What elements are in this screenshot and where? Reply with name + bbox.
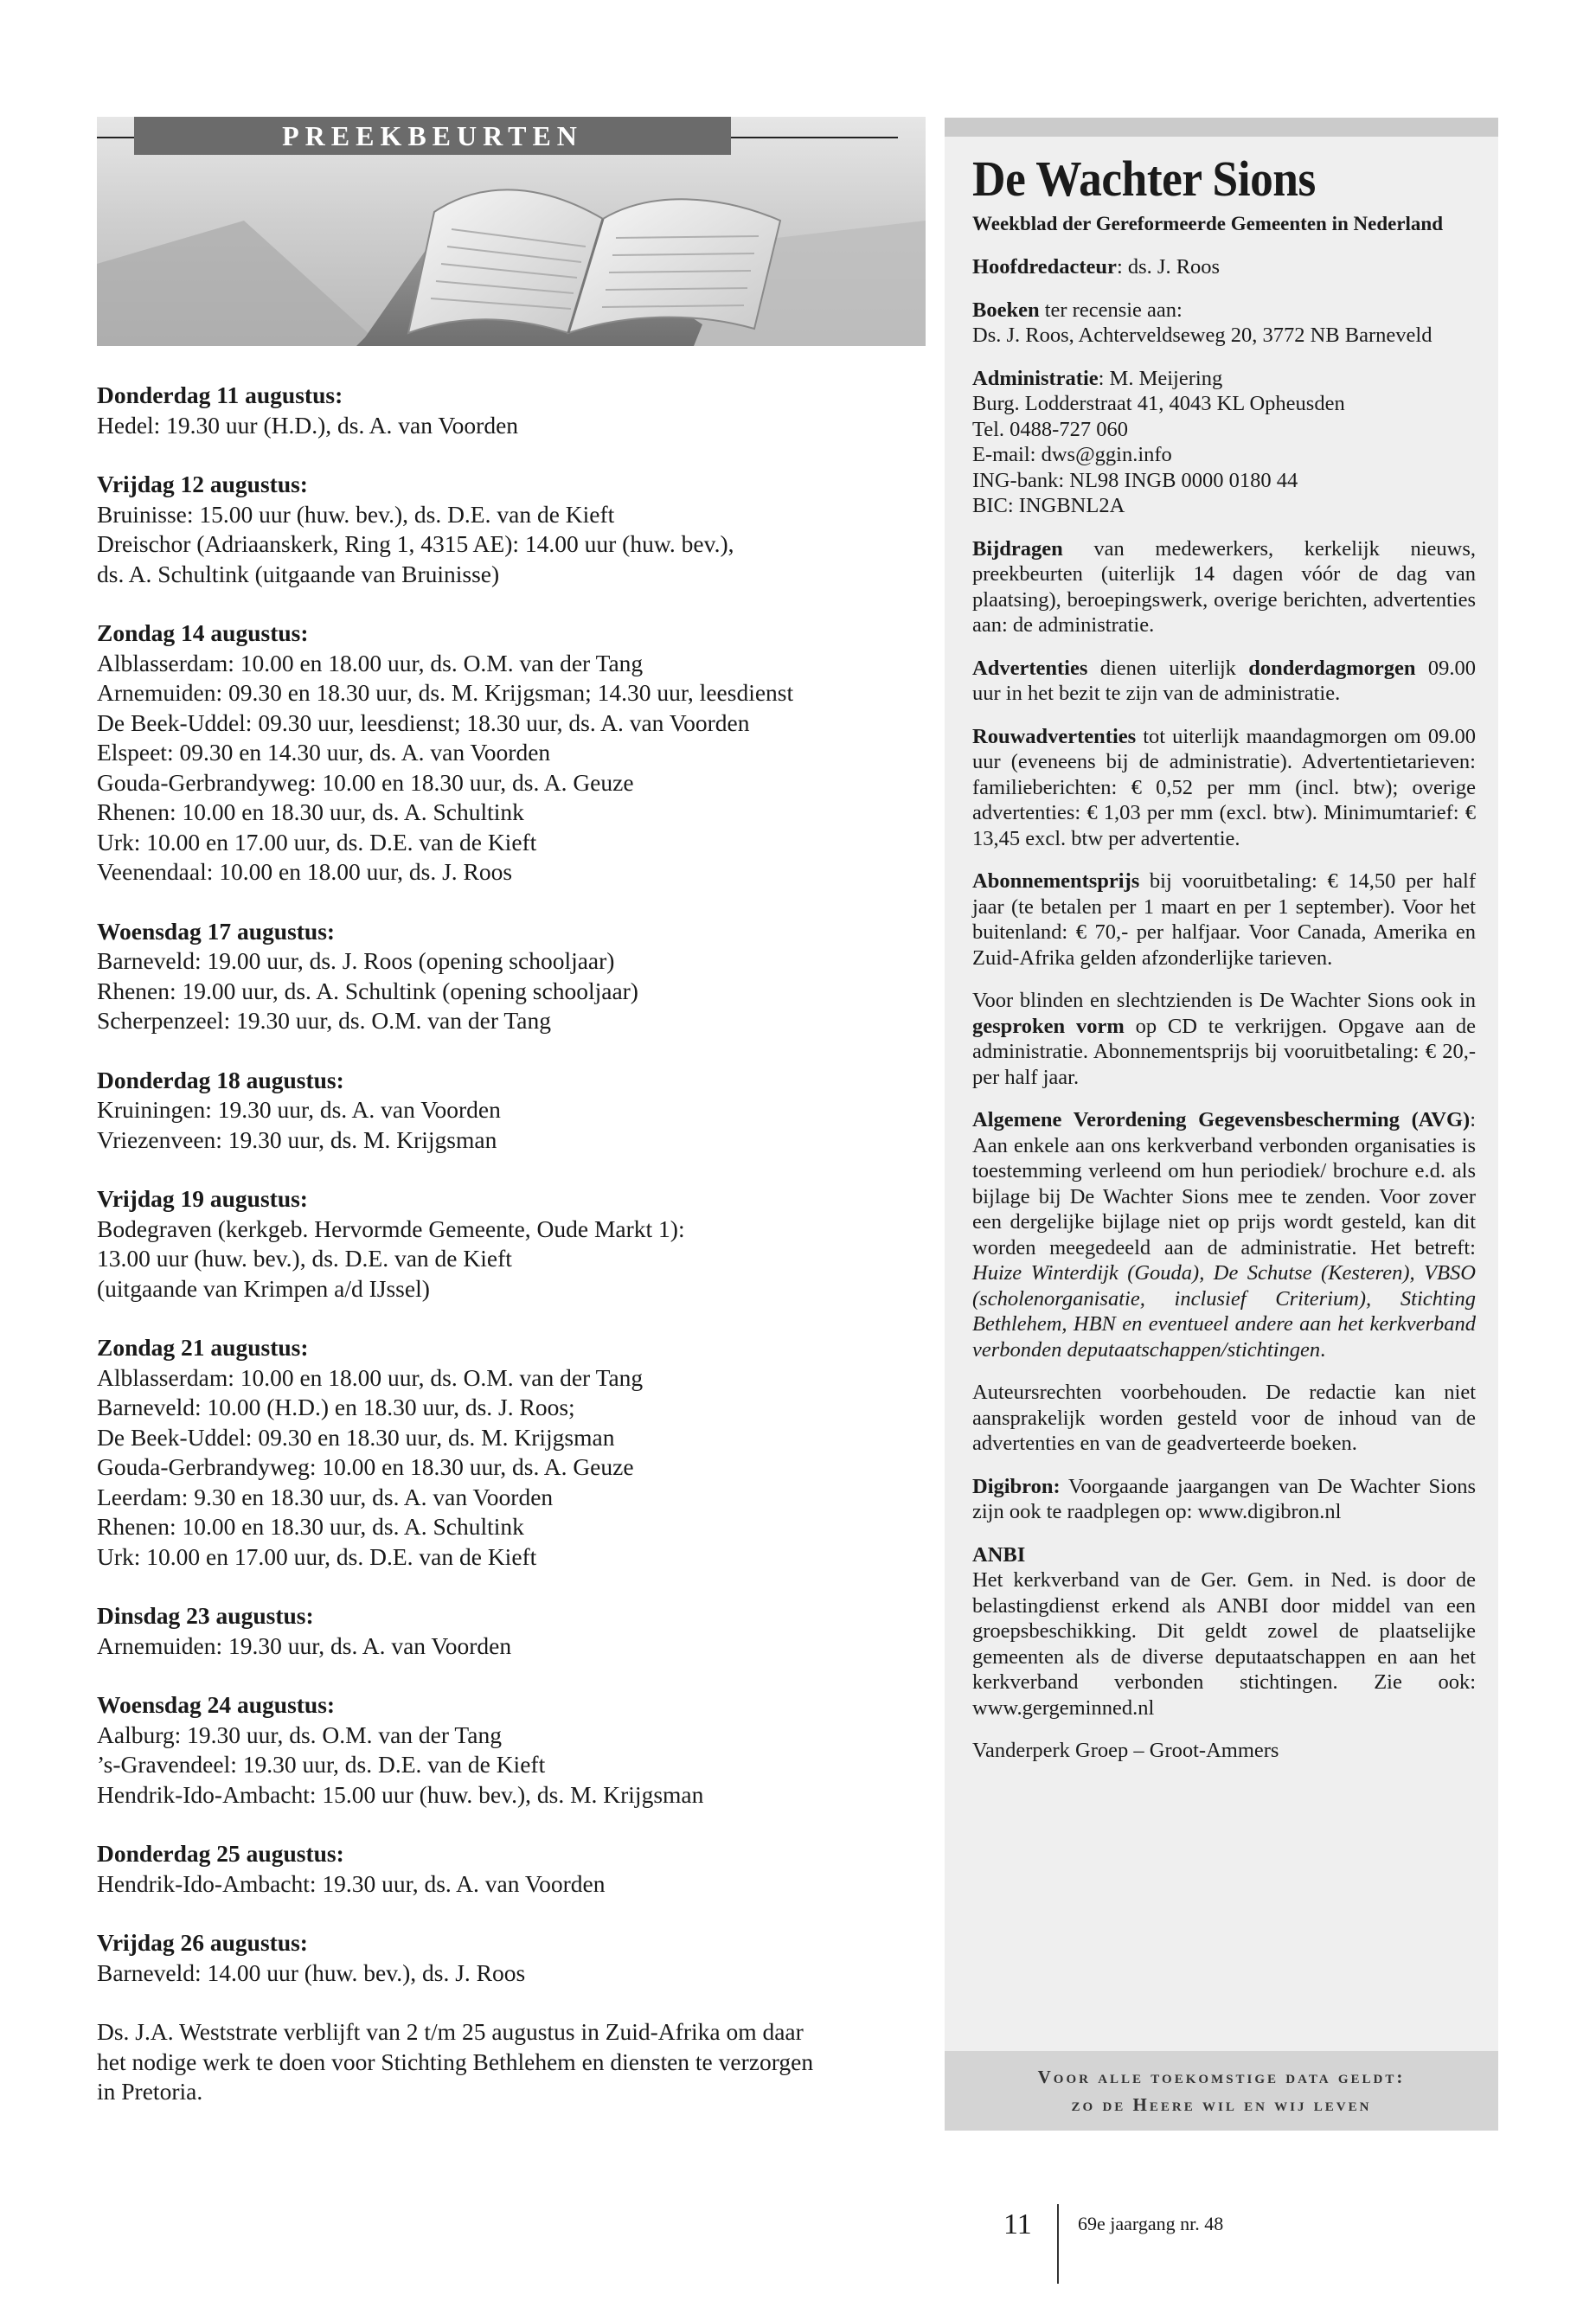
service-line: Rhenen: 19.00 uur, ds. A. Schultink (opening schooljaar)	[97, 977, 638, 1004]
anbi-block	[972, 1542, 1476, 1721]
service-line: Urk: 10.00 en 17.00 uur, ds. D.E. van de Kieft	[97, 828, 537, 856]
service-line: (uitgaande van Krimpen a/d IJssel)	[97, 1274, 430, 1302]
copyright-block: Auteursrechten voorbehouden. De redactie kan niet aansprakelijk worden gesteld voor de inhoud van de advertenties en van de geadverteerde boeken.	[972, 1381, 1476, 1455]
service-line: Alblasserdam: 10.00 en 18.00 uur, ds. O.M. van der Tang	[97, 1363, 644, 1391]
closing-line-2: zo de Heere wil en wij leven	[1071, 2094, 1372, 2115]
editor-block	[972, 254, 1476, 280]
anbi-label: ANBI	[972, 1542, 1026, 1567]
avg-organisations: Huize Winterdijk (Gouda), De Schutse (Kesteren), VBSO (scholenorganisatie, inclusief Criterium), Stichting Bethlehem, HBN en eventueel andere aan het kerkverband verbonden deputaatschappen/stichtingen	[972, 1261, 1476, 1362]
books-address: Ds. J. Roos, Achterveldseweg 20, 3772 NB Barneveld	[972, 324, 1433, 347]
books-block	[972, 298, 1476, 349]
blind-text: Voor blinden en slechtzienden is De Wachter Sions ook in	[972, 989, 1476, 1012]
admin-email: E-mail: dws@ggin.info	[972, 443, 1172, 466]
digibron-label: Digibron:	[972, 1474, 1061, 1498]
service-line: Gouda-Gerbrandyweg: 10.00 en 18.30 uur, ds. A. Geuze	[97, 768, 634, 796]
day-title: Zondag 21 augustus:	[97, 1334, 309, 1361]
day-title: Donderdag 25 augustus:	[97, 1840, 344, 1867]
day-block	[97, 1066, 919, 1156]
day-block	[97, 1839, 919, 1899]
colophon-top-bar	[945, 118, 1498, 137]
service-line: Barneveld: 14.00 uur (huw. bev.), ds. J. Roos	[97, 1958, 526, 1986]
day-title: Vrijdag 12 augustus:	[97, 471, 308, 497]
magazine-subtitle: Weekblad der Gereformeerde Gemeenten in Nederland	[972, 213, 1444, 234]
day-block	[97, 917, 919, 1036]
service-line: De Beek-Uddel: 09.30 uur, leesdienst; 18.30 uur, ds. A. van Voorden	[97, 708, 750, 736]
service-line: Vriezenveen: 19.30 uur, ds. M. Krijgsman	[97, 1125, 497, 1153]
avg-block	[972, 1107, 1476, 1362]
mourning-text: tot uiterlijk maandagmorgen om 09.00 uur (eveneens bij de administratie). Advertentietarieven: familieberichten: € 0,52 per mm (incl. btw); overige advertenties: € 1,03 per mm (excl. btw). Minimumtarief: € 13,45 excl. btw per advertentie.	[972, 724, 1476, 850]
colophon-content	[972, 151, 1476, 1764]
service-line: Arnemuiden: 19.30 uur, ds. A. van Voorden	[97, 1631, 512, 1659]
digibron-block	[972, 1474, 1476, 1525]
day-title: Woensdag 24 augustus:	[97, 1691, 336, 1718]
day-title: Donderdag 18 augustus:	[97, 1066, 344, 1093]
service-line: Arnemuiden: 09.30 en 18.30 uur, ds. M. Krijgsman; 14.30 uur, leesdienst	[97, 679, 794, 706]
admin-bic: BIC: INGBNL2A	[972, 494, 1125, 517]
digibron-text: Voorgaande jaargangen van De Wachter Sions zijn ook te raadplegen op: www.digibron.nl	[972, 1474, 1476, 1523]
service-line: Urk: 10.00 en 17.00 uur, ds. D.E. van de Kieft	[97, 1542, 537, 1570]
day-block	[97, 470, 919, 589]
ads-label: Advertenties	[972, 656, 1088, 680]
avg-label: Algemene Verordening Gegevensbescherming (AVG)	[972, 1108, 1471, 1131]
day-block	[97, 619, 919, 888]
blind-text-end: op CD te verkrijgen. Opgave aan de administratie. Abonnementsprijs bij vooruitbetaling: € 20,- per half jaar.	[972, 1014, 1477, 1089]
closing-motto	[945, 2051, 1498, 2131]
service-line: Rhenen: 10.00 en 18.30 uur, ds. A. Schultink	[97, 798, 524, 825]
service-line: Bruinisse: 15.00 uur (huw. bev.), ds. D.E. van de Kieft	[97, 500, 615, 528]
service-line: Aalburg: 19.30 uur, ds. O.M. van der Tang	[97, 1721, 502, 1748]
admin-block	[972, 366, 1476, 519]
printer: Vanderperk Groep – Groot-Ammers	[972, 1739, 1279, 1762]
service-line: De Beek-Uddel: 09.30 en 18.30 uur, ds. M. Krijgsman	[97, 1423, 615, 1451]
volume-info: 69e jaargang nr. 48	[1078, 2213, 1224, 2234]
day-title: Donderdag 11 augustus:	[97, 381, 343, 408]
service-line: Leerdam: 9.30 en 18.30 uur, ds. A. van Voorden	[97, 1483, 554, 1510]
day-title: Woensdag 17 augustus:	[97, 917, 336, 945]
ads-deadline: donderdagmorgen	[1248, 656, 1416, 680]
sermon-schedule	[97, 381, 919, 2107]
day-title: Dinsdag 23 augustus:	[97, 1602, 314, 1629]
admin-phone: Tel. 0488-727 060	[972, 417, 1128, 441]
admin-label: Administratie	[972, 366, 1099, 390]
mourning-ads-block	[972, 724, 1476, 852]
day-block	[97, 381, 919, 440]
service-line: ds. A. Schultink (uitgaande van Bruinisse)	[97, 560, 500, 587]
service-line: Barneveld: 19.00 uur, ds. J. Roos (opening schooljaar)	[97, 947, 615, 974]
service-line: Bodegraven (kerkgeb. Hervormde Gemeente, Oude Markt 1):	[97, 1215, 685, 1242]
closing-line-1: Voor alle toekomstige data geldt:	[1037, 2067, 1406, 2087]
day-title: Vrijdag 19 augustus:	[97, 1185, 308, 1212]
footer-divider	[1057, 2204, 1059, 2284]
service-line: Rhenen: 10.00 en 18.30 uur, ds. A. Schultink	[97, 1513, 524, 1540]
service-line: Elspeet: 09.30 en 14.30 uur, ds. A. van Voorden	[97, 739, 551, 766]
service-line: Barneveld: 10.00 (H.D.) en 18.30 uur, ds. J. Roos;	[97, 1394, 575, 1420]
subscription-text: bij vooruitbetaling: € 14,50 per half jaar (te betalen per 1 maart en per 1 september). Voor het buitenland: € 70,- per halfjaar. Voor Canada, Amerika en Zuid-Afrika gelden afzonderlijke tarieven.	[972, 869, 1476, 970]
footnote-line: het nodige werk te doen voor Stichting Bethlehem en diensten te verzorgen	[97, 2048, 814, 2075]
magazine-title: De Wachter Sions	[972, 151, 1316, 207]
footnote-line: Ds. J.A. Weststrate verblijft van 2 t/m 25 augustus in Zuid-Afrika om daar	[97, 2018, 804, 2045]
blind-block	[972, 988, 1476, 1090]
footnote-line: in Pretoria.	[97, 2078, 203, 2105]
contributions-text: van medewerkers, kerkelijk nieuws, preekbeurten (uiterlijk 14 dagen vóór de dag van plaatsing), beroepingswerk, overige berichten, advertenties aan: de administratie.	[972, 536, 1476, 637]
day-title: Vrijdag 26 augustus:	[97, 1929, 308, 1956]
service-line: Hendrik-Ido-Ambacht: 19.30 uur, ds. A. van Voorden	[97, 1869, 606, 1897]
avg-end: .	[1320, 1337, 1326, 1362]
service-line: Veenendaal: 10.00 en 18.00 uur, ds. J. Roos	[97, 858, 513, 885]
ads-block	[972, 656, 1476, 707]
day-block	[97, 1601, 919, 1661]
service-line: 13.00 uur (huw. bev.), ds. D.E. van de Kieft	[97, 1245, 512, 1272]
books-label: Boeken	[972, 298, 1040, 322]
admin-value: : M. Meijering	[1098, 366, 1223, 390]
day-block	[97, 1333, 919, 1572]
editor-label: Hoofdredacteur	[972, 255, 1117, 279]
service-line: Hedel: 19.30 uur (H.D.), ds. A. van Voorden	[97, 411, 519, 439]
contributions-label: Bijdragen	[972, 536, 1063, 561]
avg-text: : Aan enkele aan ons kerkverband verbonden organisaties is toestemming verleend om hun periodiek/ brochure e.d. als bijlage bij De Wachter Sions mee te zenden. Voor zover een dergelijke bijlage niet op prijs wordt gesteld, kan dit worden meegedeeld aan de administratie. Het betreft:	[972, 1108, 1476, 1259]
ads-text-end: 09.00 uur in het bezit te zijn van de administratie.	[972, 656, 1477, 705]
service-line: Kruiningen: 19.30 uur, ds. A. van Voorden	[97, 1096, 501, 1123]
subscription-block	[972, 868, 1476, 971]
footnote	[97, 2017, 919, 2107]
day-block	[97, 1690, 919, 1810]
mourning-label: Rouwadvertenties	[972, 724, 1137, 748]
service-line: Gouda-Gerbrandyweg: 10.00 en 18.30 uur, ds. A. Geuze	[97, 1453, 634, 1480]
ads-text: dienen uiterlijk	[1087, 656, 1249, 680]
admin-address: Burg. Lodderstraat 41, 4043 KL Opheusden	[972, 392, 1345, 415]
day-block	[97, 1928, 919, 1988]
day-block	[97, 1184, 919, 1304]
section-title: PREEKBEURTEN	[134, 117, 731, 155]
blind-spoken-form: gesproken vorm	[972, 1014, 1125, 1038]
service-line: Alblasserdam: 10.00 en 18.00 uur, ds. O.M. van der Tang	[97, 649, 644, 676]
page-number: 11	[1003, 2208, 1032, 2240]
admin-bank: ING-bank: NL98 INGB 0000 0180 44	[972, 468, 1298, 492]
contributions-block	[972, 536, 1476, 638]
editor-value: : ds. J. Roos	[1116, 255, 1221, 279]
service-line: Hendrik-Ido-Ambacht: 15.00 uur (huw. bev.), ds. M. Krijgsman	[97, 1780, 704, 1808]
service-line: Dreischor (Adriaanskerk, Ring 1, 4315 AE): 14.00 uur (huw. bev.),	[97, 530, 734, 557]
colophon-box	[945, 118, 1498, 2131]
service-line: ’s-Gravendeel: 19.30 uur, ds. D.E. van de Kieft	[97, 1751, 546, 1778]
books-text: ter recensie aan:	[1039, 298, 1183, 322]
anbi-text: Het kerkverband van de Ger. Gem. in Ned. is door de belastingdienst erkend als ANBI door middel van een groepsbeschikking. Dit geldt zowel de plaatselijke gemeenten als de diverse deputaatschappen en aan het kerkverband verbonden stichtingen. Zie ook: www.gergeminned.nl	[972, 1568, 1476, 1720]
subscription-label: Abonnementsprijs	[972, 869, 1140, 893]
day-title: Zondag 14 augustus:	[97, 619, 309, 646]
service-line: Scherpenzeel: 19.30 uur, ds. O.M. van der Tang	[97, 1007, 551, 1034]
